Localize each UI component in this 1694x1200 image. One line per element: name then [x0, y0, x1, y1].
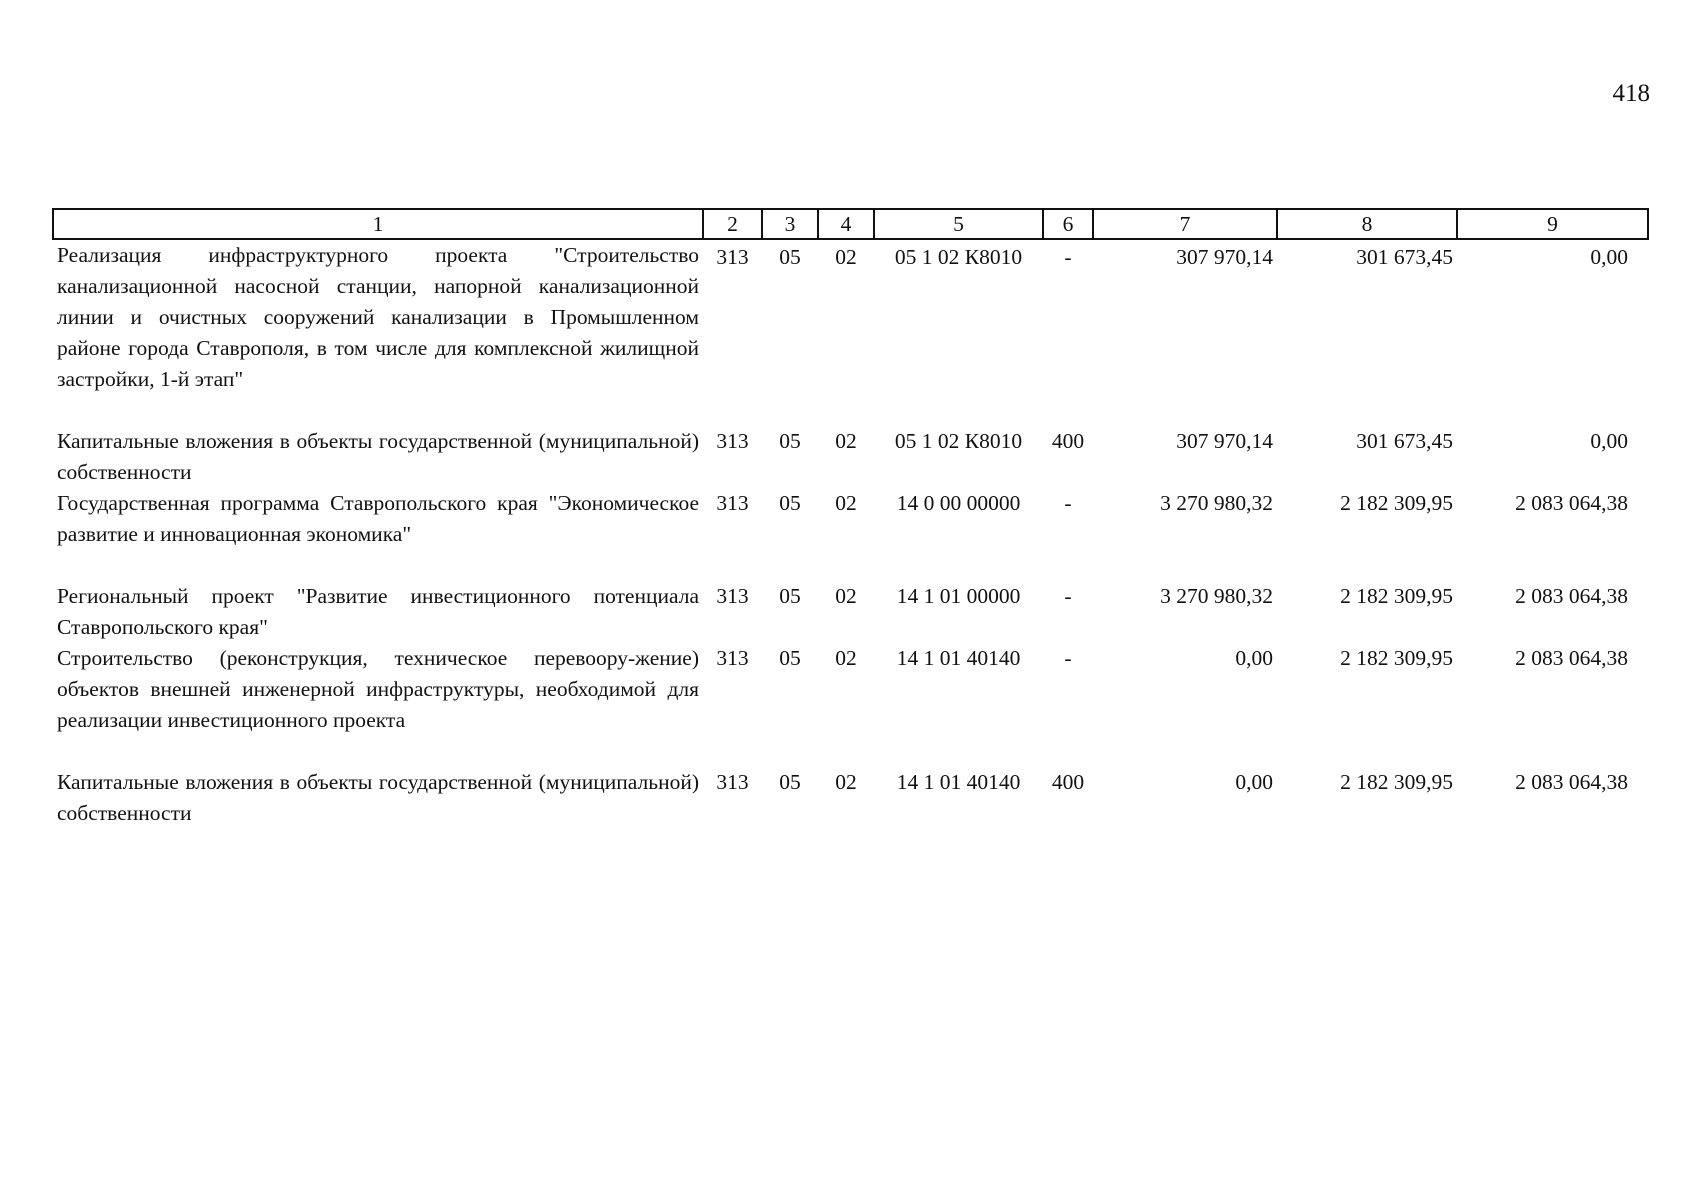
cell-target-article: 05 1 02 К8010: [894, 245, 1023, 269]
cell-amount-9: 2 083 064,38: [1515, 770, 1628, 794]
cell-code-313: 313: [716, 584, 749, 608]
cell-amount-8: 2 182 309,95: [1340, 491, 1453, 515]
row-name: Государственная программа Ставропольского края "Экономическое развитие и инновационная экономика": [57, 491, 699, 546]
table-header: [53, 209, 1648, 239]
cell-amount-9: 0,00: [1590, 245, 1628, 269]
cell-target-article: 14 1 01 40140: [896, 770, 1021, 794]
cell-subsection: 02: [835, 770, 857, 794]
header-col-3: 3: [762, 209, 818, 239]
row-name: Строительство (реконструкция, техническое перевоору-жение) объектов внешней инженерной инфраструктуры, необходимой для реализации инвестиционного проекта: [57, 646, 699, 732]
table-row: [53, 581, 1648, 643]
cell-amount-7: 0,00: [1235, 646, 1273, 670]
cell-section: 05: [779, 770, 801, 794]
header-col-6: 6: [1043, 209, 1093, 239]
header-col-1: 1: [53, 209, 703, 239]
header-col-4: 4: [818, 209, 874, 239]
row-name: Капитальные вложения в объекты государственной (муниципальной) собственности: [57, 429, 699, 484]
cell-amount-9: 2 083 064,38: [1515, 584, 1628, 608]
cell-expense-type: -: [1064, 491, 1072, 515]
cell-section: 05: [779, 584, 801, 608]
cell-amount-8: 2 182 309,95: [1340, 584, 1453, 608]
cell-amount-8: 301 673,45: [1356, 429, 1453, 453]
cell-subsection: 02: [835, 584, 857, 608]
cell-amount-8: 2 182 309,95: [1340, 646, 1453, 670]
cell-target-article: 14 1 01 00000: [896, 584, 1021, 608]
cell-amount-8: 301 673,45: [1356, 245, 1453, 269]
header-col-9: 9: [1457, 209, 1648, 239]
cell-subsection: 02: [835, 646, 857, 670]
cell-amount-7: 0,00: [1235, 770, 1273, 794]
cell-subsection: 02: [835, 245, 857, 269]
page-number: 418: [1612, 80, 1650, 107]
cell-code-313: 313: [716, 646, 749, 670]
table-row: [53, 643, 1648, 736]
row-spacer: [53, 550, 1648, 581]
cell-amount-9: 2 083 064,38: [1515, 646, 1628, 670]
table-row: [53, 426, 1648, 488]
row-name: Капитальные вложения в объекты государственной (муниципальной) собственности: [57, 770, 699, 825]
cell-section: 05: [779, 245, 801, 269]
header-col-8: 8: [1277, 209, 1457, 239]
row-name: Реализация инфраструктурного проекта "Строительство канализационной насосной станции, напорной канализационной линии и очистных сооружений канализации в Промышленном районе города Ставрополя, в том числе для комплексной жилищной застройки, 1-й этап": [57, 243, 699, 391]
cell-section: 05: [779, 429, 801, 453]
cell-target-article: 14 0 00 00000: [896, 491, 1021, 515]
cell-amount-9: 0,00: [1590, 429, 1628, 453]
row-name: Региональный проект "Развитие инвестиционного потенциала Ставропольского края": [57, 584, 699, 639]
header-row: [53, 209, 1648, 239]
cell-expense-type: 400: [1051, 770, 1085, 794]
cell-amount-9: 2 083 064,38: [1515, 491, 1628, 515]
cell-target-article: 14 1 01 40140: [896, 646, 1021, 670]
cell-section: 05: [779, 491, 801, 515]
cell-expense-type: -: [1064, 584, 1072, 608]
cell-code-313: 313: [716, 429, 749, 453]
table-body: [53, 239, 1648, 829]
table-row: [53, 767, 1648, 829]
row-spacer: [53, 736, 1648, 767]
cell-code-313: 313: [716, 491, 749, 515]
cell-amount-8: 2 182 309,95: [1340, 770, 1453, 794]
cell-target-article: 05 1 02 К8010: [894, 429, 1023, 453]
header-col-5: 5: [874, 209, 1043, 239]
header-col-7: 7: [1093, 209, 1277, 239]
cell-amount-7: 307 970,14: [1176, 429, 1273, 453]
header-col-2: 2: [703, 209, 762, 239]
cell-subsection: 02: [835, 491, 857, 515]
cell-subsection: 02: [835, 429, 857, 453]
cell-code-313: 313: [716, 245, 749, 269]
cell-expense-type: -: [1064, 245, 1072, 269]
cell-amount-7: 3 270 980,32: [1160, 584, 1273, 608]
table-row: [53, 239, 1648, 395]
budget-table: [52, 208, 1649, 829]
cell-expense-type: -: [1064, 646, 1072, 670]
cell-section: 05: [779, 646, 801, 670]
cell-amount-7: 307 970,14: [1176, 245, 1273, 269]
row-spacer: [53, 395, 1648, 426]
table-row: [53, 488, 1648, 550]
cell-amount-7: 3 270 980,32: [1160, 491, 1273, 515]
cell-code-313: 313: [716, 770, 749, 794]
cell-expense-type: 400: [1051, 429, 1085, 453]
